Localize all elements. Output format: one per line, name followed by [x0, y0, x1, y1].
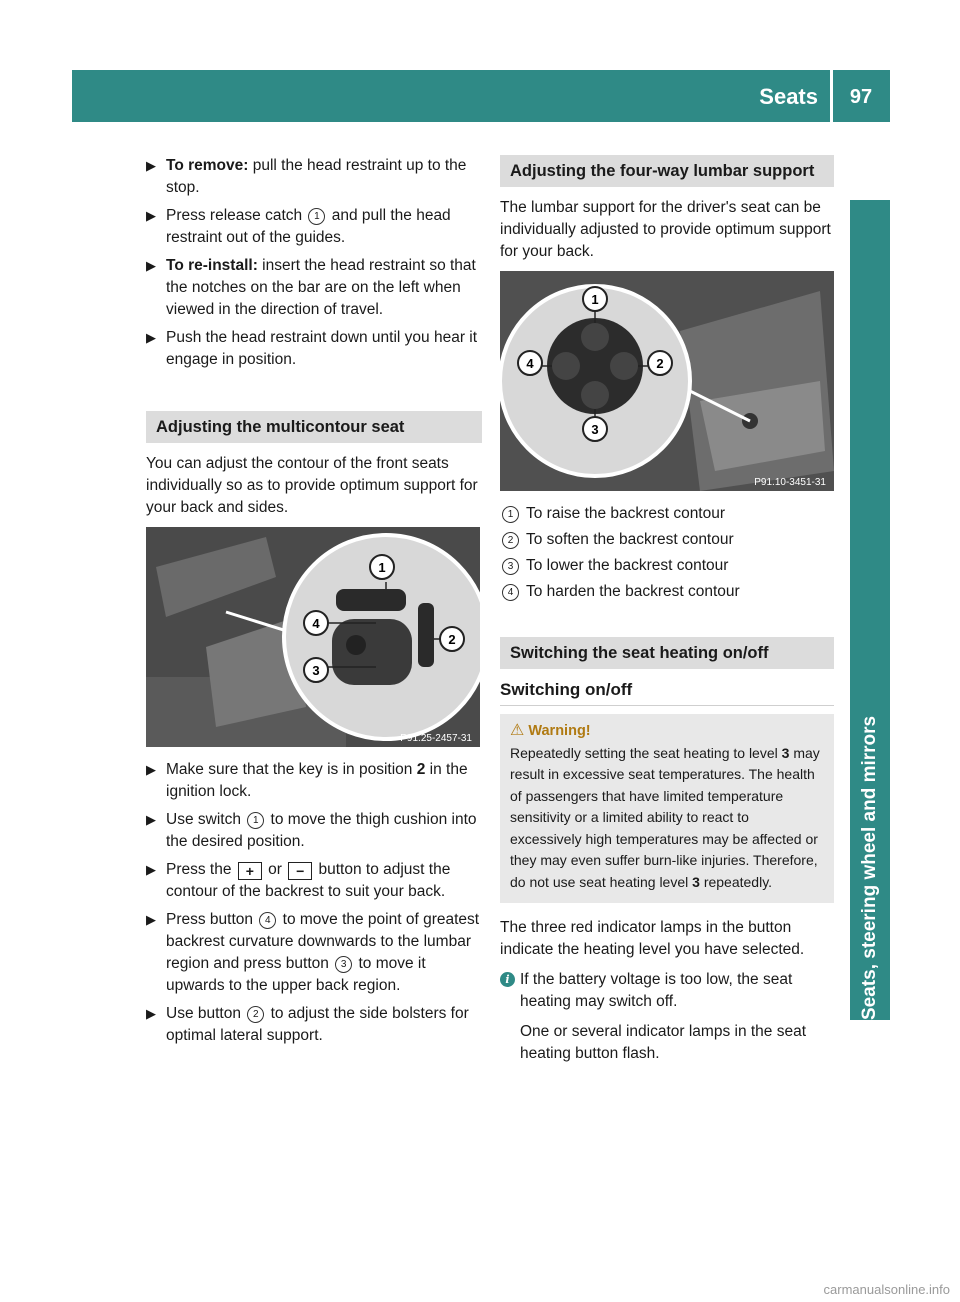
step-text: insert the head restraint so that the notches on the bar are on the left when viewed in the direction of travel.	[166, 257, 476, 318]
step-bold-value: 2	[416, 761, 426, 778]
figure-callout-1	[370, 555, 394, 579]
callout-2: 2	[247, 1006, 264, 1023]
step-text: Make sure that the key is in position	[166, 761, 417, 778]
svg-text:3: 3	[591, 422, 599, 437]
arrow-icon: ▶	[146, 158, 156, 173]
multicontour-figure	[146, 527, 480, 747]
minus-button-icon: −	[288, 862, 312, 880]
lumbar-figure	[500, 271, 834, 491]
legend-text: To raise the backrest contour	[526, 505, 726, 522]
info-icon: i	[500, 972, 515, 987]
legend-text: To soften the backrest contour	[526, 531, 734, 548]
callout-2: 2	[502, 532, 519, 549]
info-note	[500, 969, 834, 1065]
arrow-icon: ▶	[146, 208, 156, 223]
legend-item	[500, 581, 834, 603]
subheading-switching: Switching on/off	[500, 679, 834, 706]
step-text: Press release catch	[166, 207, 307, 224]
right-column	[500, 155, 834, 1073]
warning-text-part: Repeatedly setting the seat heating to level	[510, 744, 782, 761]
callout-1: 1	[502, 506, 519, 523]
step-text: button to adjust the contour of the backrest to suit your back.	[166, 861, 451, 900]
figure-callout-4	[304, 611, 328, 635]
svg-text:2: 2	[448, 632, 456, 647]
chapter-tab-label: Seats, steering wheel and mirrors	[859, 715, 880, 1020]
step-text: Use switch	[166, 811, 246, 828]
warning-level: 3	[781, 744, 790, 761]
svg-text:1: 1	[591, 292, 599, 307]
arrow-icon: ▶	[146, 812, 156, 827]
step-release	[146, 205, 482, 249]
info-text: If the battery voltage is too low, the seat heating may switch off.	[520, 971, 793, 1010]
arrow-icon: ▶	[146, 330, 156, 345]
arrow-icon: ▶	[146, 862, 156, 877]
section-intro: The lumbar support for the driver's seat can be individually adjusted to provide optimum support for your back.	[500, 199, 831, 260]
step-text: in the ignition lock.	[166, 761, 468, 800]
watermark: carmanualsonline.info	[823, 1282, 950, 1297]
step-text: to adjust the side bolsters for optimal lateral support.	[166, 1005, 469, 1044]
figure-callout-1	[583, 287, 607, 311]
multicontour-illustration	[146, 527, 480, 747]
step-key-position	[146, 759, 482, 803]
arrow-icon: ▶	[146, 258, 156, 273]
legend-text: To harden the backrest contour	[526, 583, 740, 600]
info-text: One or several indicator lamps in the seat heating button flash.	[520, 1023, 807, 1062]
step-text: to move it upwards to the upper back region.	[166, 955, 426, 994]
figure-code: P91.25-2457-31	[400, 733, 472, 744]
arrow-icon: ▶	[146, 762, 156, 777]
step-side-bolsters	[146, 1003, 482, 1047]
figure-callout-2	[648, 351, 672, 375]
svg-text:2: 2	[656, 356, 664, 371]
step-plus-minus	[146, 859, 482, 903]
step-text: Press button	[166, 911, 258, 928]
page-title: Seats	[759, 84, 818, 109]
legend-item	[500, 503, 834, 525]
chapter-tab[interactable]	[850, 200, 890, 1020]
svg-text:4: 4	[526, 356, 534, 371]
step-text: or	[263, 861, 287, 878]
step-label: To re-install:	[166, 257, 258, 274]
step-curvature	[146, 909, 482, 997]
figure-callout-2	[440, 627, 464, 651]
callout-4: 4	[502, 584, 519, 601]
warning-text-part: repeatedly.	[699, 873, 773, 890]
step-thigh-cushion	[146, 809, 482, 853]
lumbar-illustration	[500, 271, 834, 491]
step-reinstall	[146, 255, 482, 321]
callout-3: 3	[335, 956, 352, 973]
section-intro: You can adjust the contour of the front seats individually so as to provide optimum support for your back and sides.	[146, 455, 478, 516]
legend-text: To lower the backrest contour	[526, 557, 729, 574]
callout-4: 4	[259, 912, 276, 929]
step-remove	[146, 155, 482, 199]
step-label: To remove:	[166, 157, 249, 174]
arrow-icon: ▶	[146, 1006, 156, 1021]
step-text: and pull the head restraint out of the guides.	[166, 207, 451, 246]
warning-text	[510, 743, 824, 894]
svg-text:1: 1	[378, 560, 386, 575]
page-number: 97	[849, 86, 873, 108]
figure-callout-4	[518, 351, 542, 375]
figure-callout-3	[304, 658, 328, 682]
legend-item	[500, 555, 834, 577]
figure-code: P91.10-3451-31	[754, 477, 826, 488]
section-heading-multicontour: Adjusting the multicontour seat	[146, 411, 482, 443]
warning-triangle-icon: ⚠	[510, 722, 525, 739]
warning-box	[500, 714, 834, 903]
plus-button-icon: +	[238, 862, 262, 880]
callout-1: 1	[308, 208, 325, 225]
header-divider	[830, 70, 833, 122]
section-heading-lumbar: Adjusting the four-way lumbar support	[500, 155, 834, 187]
heating-paragraph: The three red indicator lamps in the button indicate the heating level you have selected.	[500, 919, 805, 958]
svg-text:4: 4	[312, 616, 320, 631]
warning-level: 3	[692, 873, 700, 890]
step-text: Press the	[166, 861, 236, 878]
left-column	[146, 155, 482, 1053]
callout-1: 1	[247, 812, 264, 829]
callout-3: 3	[502, 558, 519, 575]
step-text: to move the thigh cushion into the desired position.	[166, 811, 477, 850]
step-text: pull the head restraint up to the stop.	[166, 157, 467, 196]
warning-title: Warning!	[528, 723, 591, 739]
figure-callout-3	[583, 417, 607, 441]
legend-item	[500, 529, 834, 551]
step-text: Use button	[166, 1005, 246, 1022]
section-heading-heating: Switching the seat heating on/off	[500, 637, 834, 669]
arrow-icon: ▶	[146, 912, 156, 927]
step-push-down	[146, 327, 482, 371]
warning-text-part: may result in excessive seat temperatures. The health of passengers that have limited temperature sensitivity or a limited ability to react to excessively high temperatures may be affected or they may even suffer burn-like injuries. Therefore, do not use seat heating level	[510, 744, 820, 890]
svg-text:3: 3	[312, 663, 320, 678]
step-text: Push the head restraint down until you hear it engage in position.	[166, 329, 478, 368]
step-text: to move the point of greatest backrest curvature downwards to the lumbar region and press button	[166, 911, 480, 972]
